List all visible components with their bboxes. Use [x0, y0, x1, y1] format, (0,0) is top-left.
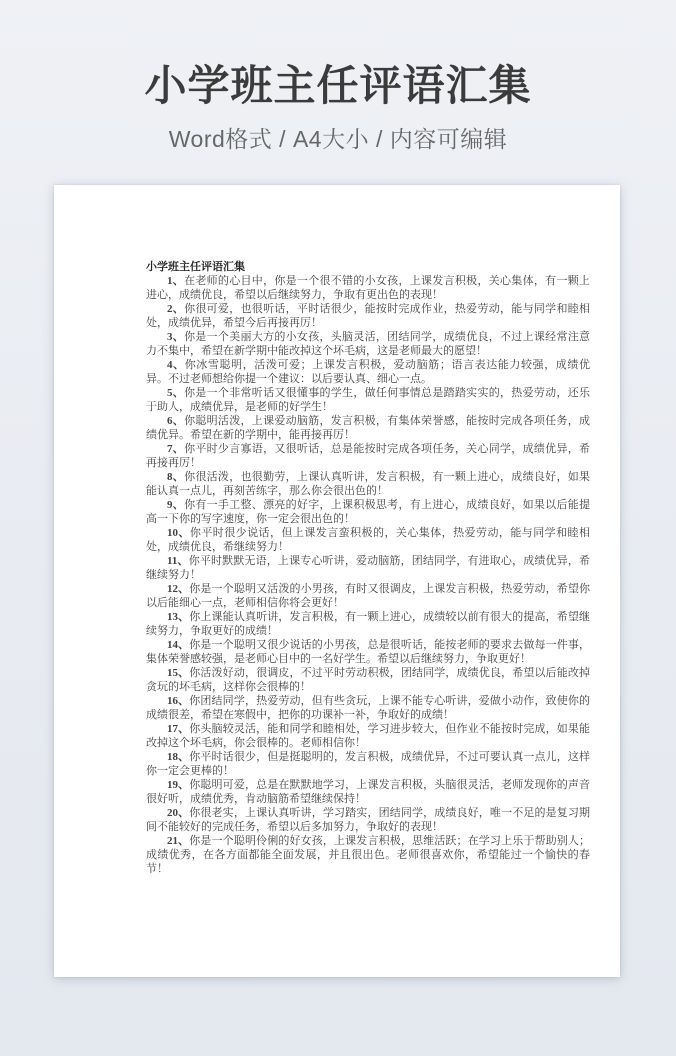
comment-number: 8、: [167, 471, 185, 483]
comment-number: 4、: [167, 359, 185, 371]
comment-paragraph: 9、你有一手工整、漂亮的好字，上课积极思考，有上进心，成绩良好，如果以后能提高一下你的写字速度，你一定会很出色的！: [146, 499, 591, 525]
comment-paragraph: 19、你聪明可爱，总是在默默地学习，上课发言积极，头脑很灵活，老师发现你的声音很好听，成绩优秀，肯动脑筋希望继续保持！: [146, 779, 591, 805]
comment-paragraph: 12、你是一个聪明又活泼的小男孩，有时又很调皮，上课发言积极，热爱劳动，希望你以后能细心一点，老师相信你将会更好！: [146, 583, 591, 609]
comment-number: 10、: [167, 527, 190, 539]
template-header: [0, 0, 676, 154]
comment-number: 12、: [167, 583, 190, 595]
comment-number: 13、: [167, 611, 190, 623]
comment-paragraph: 7、你平时少言寡语，又很听话，总是能按时完成各项任务，关心同学，成绩优异，希再接再厉！: [146, 443, 591, 469]
comment-number: 9、: [167, 499, 185, 511]
comment-paragraph: 6、你聪明活泼，上课爱动脑筋，发言积极，有集体荣誉感，能按时完成各项任务，成绩优异。希望在新的学期中，能再接再厉！: [146, 415, 591, 441]
comment-paragraph: 11、你平时默默无语，上课专心听讲，爱动脑筋，团结同学，有进取心，成绩优异，希继续努力！: [146, 555, 590, 581]
comment-paragraph: 20、你很老实，上课认真听讲，学习踏实，团结同学，成绩良好，唯一不足的是复习期间不能较好的完成任务，希望以后多加努力，争取好的表现！: [146, 807, 591, 833]
page-title: 小学班主任评语汇集: [144, 62, 532, 109]
document-title: 小学班主任评语汇集: [146, 261, 245, 273]
comment-number: 5、: [167, 387, 185, 399]
comment-number: 11、: [167, 555, 189, 567]
comment-paragraph: 18、你平时话很少，但是挺聪明的，发言积极，成绩优异，不过可要认真一点儿，这样你一定会更棒的！: [146, 751, 591, 777]
document-content: [54, 185, 620, 977]
comment-paragraph: 17、你头脑较灵活，能和同学和睦相处，学习进步较大，但作业不能按时完成，如果能改掉这个坏毛病，你会很棒的。老师相信你！: [146, 723, 591, 749]
comment-paragraph: 4、你冰雪聪明，活泼可爱；上课发言积极，爱动脑筋；语言表达能力较强，成绩优异。不过老师想给你提一个建议：以后要认真、细心一点。: [146, 359, 591, 385]
comment-paragraph: 3、你是一个美丽大方的小女孩，头脑灵活，团结同学，成绩优良，不过上课经常注意力不集中，希望在新学期中能改掉这个坏毛病，这是老师最大的愿望！: [146, 331, 591, 357]
comment-paragraph: 10、你平时很少说话，但上课发言蛮积极的，关心集体，热爱劳动，能与同学和睦相处，成绩优良，希继续努力！: [146, 527, 590, 553]
comment-number: 20、: [167, 807, 190, 819]
template-format-subtitle: Word格式 / A4大小 / 内容可编辑: [168, 126, 508, 153]
document-preview-page: [54, 185, 620, 977]
comment-paragraph: 15、你活泼好动，很调皮，不过平时劳动积极，团结同学，成绩优良，希望以后能改掉贪玩的坏毛病，这样你会很棒的！: [146, 667, 591, 693]
comment-number: 1、: [167, 275, 185, 287]
comment-number: 2、: [167, 303, 185, 315]
comment-number: 16、: [167, 695, 190, 707]
comment-paragraph: 21、你是一个聪明伶俐的好女孩，上课发言积极，思维活跃；在学习上乐于帮助别人；成绩优秀，在各方面都能全面发展，并且很出色。老师很喜欢你，希望能过一个愉快的春节！: [146, 835, 591, 875]
comment-paragraph: 1、在老师的心目中，你是一个很不错的小女孩，上课发言积极，关心集体，有一颗上进心，成绩优良，希望以后继续努力，争取有更出色的表现！: [146, 275, 591, 301]
comment-number: 6、: [167, 415, 185, 427]
comment-number: 17、: [167, 723, 190, 735]
comment-number: 19、: [167, 779, 190, 791]
comment-number: 18、: [167, 751, 190, 763]
comment-paragraph: 2、你很可爱，也很听话，平时话很少，能按时完成作业，热爱劳动，能与同学和睦相处，成绩优异，希望今后再接再厉！: [146, 303, 591, 329]
comment-paragraph: 8、你很活泼，也很勤劳，上课认真听讲，发言积极，有一颗上进心，成绩良好，如果能认真一点儿，再刻苦练字，那么你会很出色的！: [146, 471, 591, 497]
comment-paragraph: 5、你是一个非常听话又很懂事的学生，做任何事情总是踏踏实实的，热爱劳动，还乐于助人，成绩优异，是老师的好学生！: [146, 387, 591, 413]
comment-number: 7、: [167, 443, 185, 455]
comment-number: 3、: [167, 331, 185, 343]
comment-number: 15、: [167, 667, 190, 679]
comment-paragraph: 14、你是一个聪明又很少说话的小男孩，总是很听话，能按老师的要求去做每一件事，集体荣誉感较强，是老师心目中的一名好学生。希望以后继续努力，争取更好！: [146, 639, 591, 665]
comments-list: [146, 274, 590, 876]
comment-number: 21、: [167, 835, 190, 847]
comment-number: 14、: [167, 639, 190, 651]
comment-paragraph: 16、你团结同学，热爱劳动，但有些贪玩，上课不能专心听讲，爱做小动作，致使你的成绩很差，希望在寒假中，把你的功课补一补，争取好的成绩！: [146, 695, 591, 721]
comment-paragraph: 13、你上课能认真听讲，发言积极，有一颗上进心，成绩较以前有很大的提高，希望继续努力，争取更好的成绩！: [146, 611, 591, 637]
